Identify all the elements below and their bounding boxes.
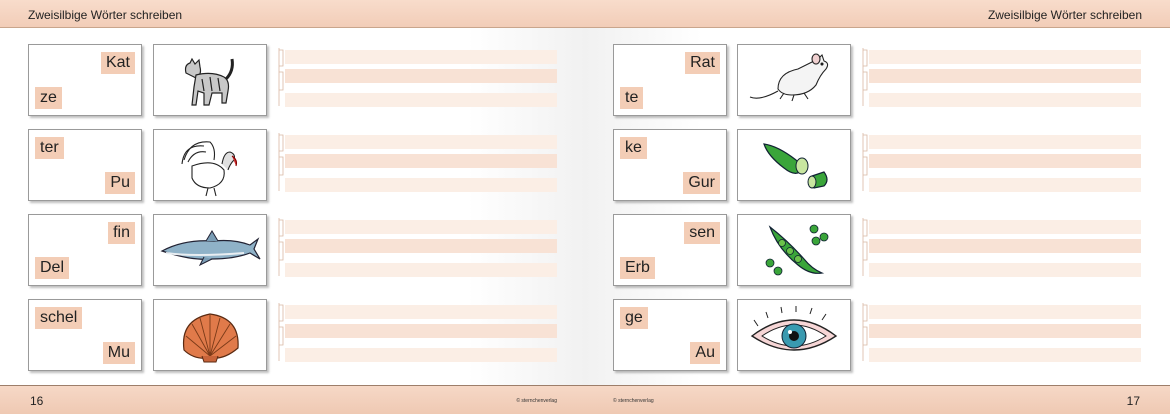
writing-lines[interactable] (277, 216, 557, 278)
syllable-bottom: Mu (103, 342, 135, 364)
syllable-bottom: te (620, 87, 643, 109)
writing-lines[interactable] (277, 131, 557, 193)
page-footer-right (585, 385, 1170, 414)
picture-card (153, 129, 267, 201)
syllable-top: schel (35, 307, 82, 329)
peas-icon (738, 215, 850, 285)
page-footer-left (0, 385, 585, 414)
syllable-bottom: Erb (620, 257, 655, 279)
picture-card (153, 44, 267, 116)
syllable-top: ke (620, 137, 647, 159)
cucumber-icon (738, 130, 850, 200)
syllable-card (613, 129, 727, 201)
writing-lines[interactable] (861, 131, 1141, 193)
dolphin-icon (154, 215, 266, 285)
syllable-card (28, 214, 142, 286)
syllable-card (28, 129, 142, 201)
picture-card (737, 44, 851, 116)
syllable-card (613, 44, 727, 116)
publisher-left: © sternchenverlag (516, 398, 557, 404)
picture-card (737, 214, 851, 286)
syllable-top: sen (684, 222, 720, 244)
syllable-bottom: Gur (683, 172, 720, 194)
page-title-left: Zweisilbige Wörter schreiben (28, 8, 183, 22)
page-number-left: 16 (30, 394, 44, 408)
syllable-card (28, 299, 142, 371)
publisher-right: © sternchenverlag (613, 398, 654, 404)
picture-card (737, 299, 851, 371)
picture-card (153, 214, 267, 286)
writing-lines[interactable] (861, 46, 1141, 108)
syllable-top: ter (35, 137, 64, 159)
writing-lines[interactable] (277, 46, 557, 108)
syllable-top: fin (108, 222, 135, 244)
syllable-bottom: Del (35, 257, 69, 279)
syllable-top: ge (620, 307, 648, 329)
page-number-right: 17 (1126, 394, 1140, 408)
cat-icon (154, 45, 266, 115)
writing-lines[interactable] (861, 216, 1141, 278)
eye-icon (738, 300, 850, 370)
writing-lines[interactable] (277, 301, 557, 363)
page-header-right (585, 0, 1170, 28)
writing-lines[interactable] (861, 301, 1141, 363)
picture-card (153, 299, 267, 371)
rat-icon (738, 45, 850, 115)
syllable-top: Rat (685, 52, 720, 74)
page-header-left (0, 0, 585, 28)
syllable-card (613, 299, 727, 371)
turkey-icon (154, 130, 266, 200)
syllable-bottom: ze (35, 87, 62, 109)
syllable-bottom: Au (690, 342, 720, 364)
page-right (585, 0, 1170, 414)
syllable-top: Kat (101, 52, 135, 74)
syllable-bottom: Pu (105, 172, 135, 194)
syllable-card (613, 214, 727, 286)
syllable-card (28, 44, 142, 116)
shell-icon (154, 300, 266, 370)
picture-card (737, 129, 851, 201)
page-title-right: Zweisilbige Wörter schreiben (987, 8, 1142, 22)
